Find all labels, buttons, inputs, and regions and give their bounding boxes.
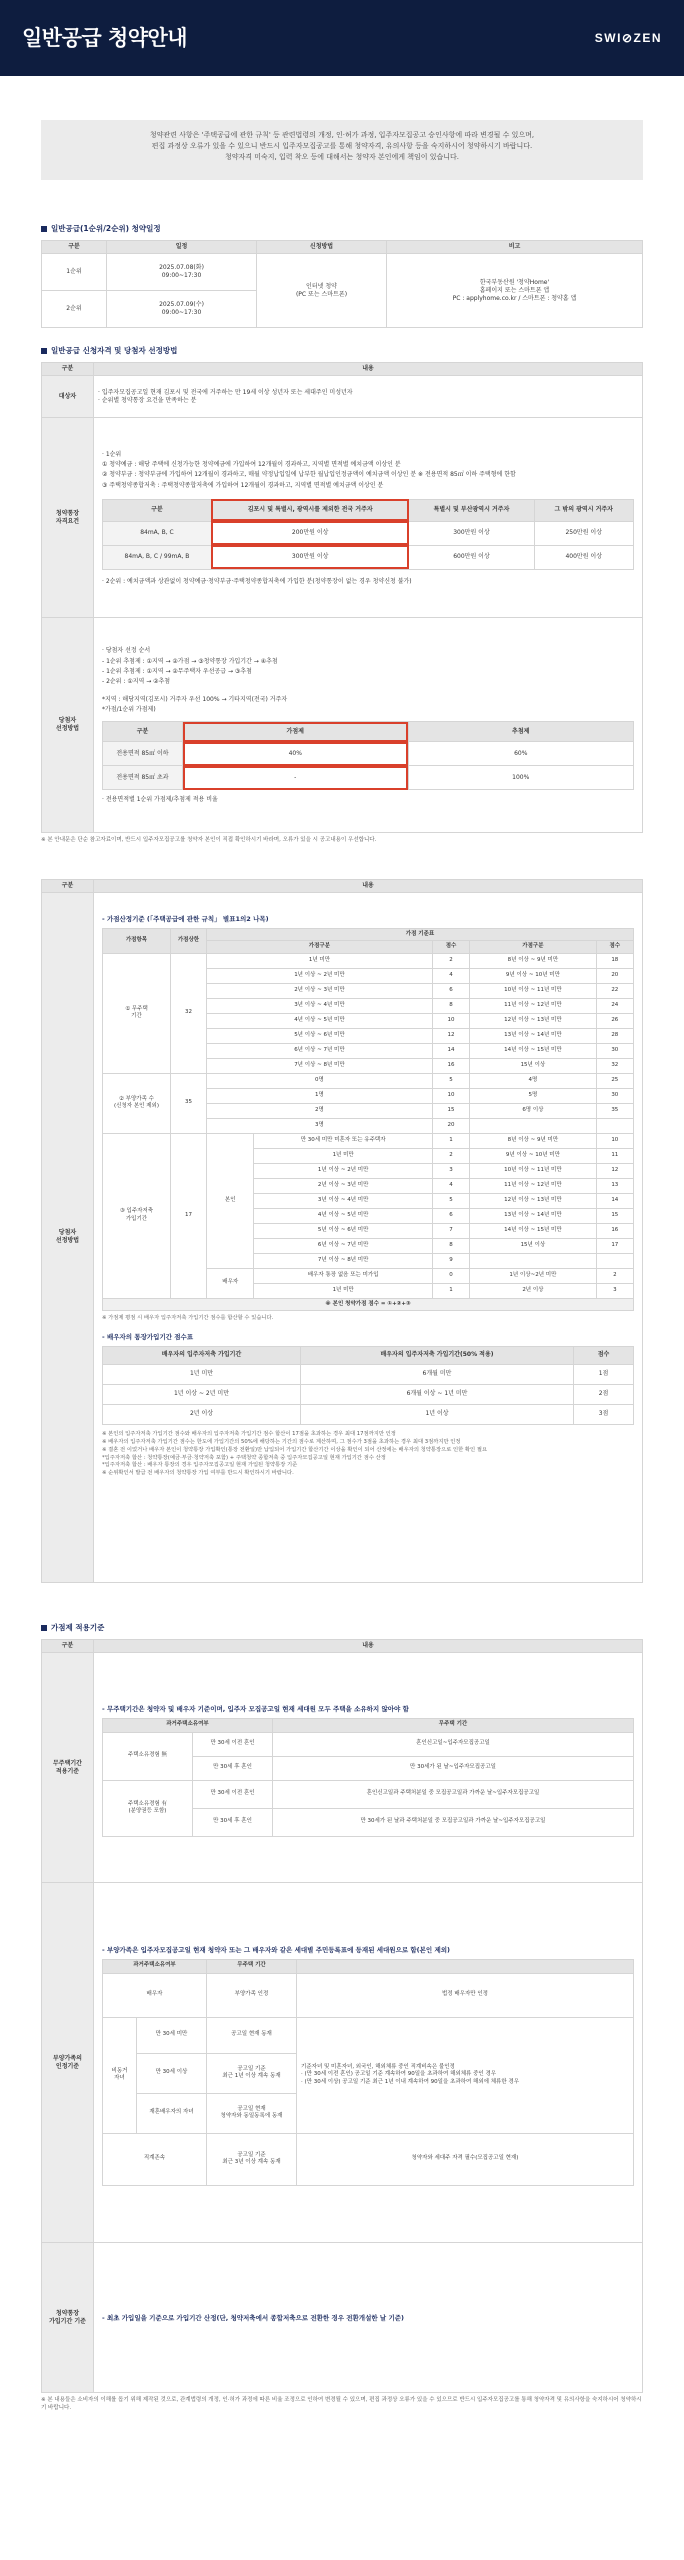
score-cell (596, 1253, 633, 1268)
score-cell: 2명 (207, 1103, 433, 1118)
notice-box: 청약관련 사항은 '주택공급에 관한 규칙' 등 관련법령의 개정, 인·허가 과정, 입주자모집공고 승인사항에 따라 변경될 수 있으며, 편집 과정상 오류가 있을 수 있으니 반드시 입주자모집공고를 통해 청약자격, 유의사항 등을 숙지하시어 청약하시기 바랍니다. 청약자격 미숙지, 입력 착오 등에 대해서는 청약자 본인에게 책임이 있습니다. (41, 120, 643, 180)
score-cell: 24 (596, 998, 633, 1013)
score-cell: 9 (432, 1253, 469, 1268)
score-section (41, 879, 643, 1583)
score-cell: 3년 이상 ~ 4년 미만 (207, 998, 433, 1013)
dependent-table: 과거주택소유여부 무주택 기간 배우자 부양가족 인정 법정 배우자만 인정 비동거 자녀 만 30세 미만 공고일 현재 동재 기준자녀 및 미혼자녀, 외국인, 해외체류 중인 직계비속은 불인정 · (만 30세 이전 혼인) 공고일 기준 계속하여 90일을 초과하여 해외체류 중인 경우 · (만 30세 이상) 공고일 기준 최근 1년 이내 계속하여 90일을 초과하여 해외에 체류한 경우 만 30세 이상 공고일 기준 최근 1년 이상 계속 동재 재혼배우자의 자녀 공고일 현재 청약자와 동일동록에 동재 직계존속 공고일 기준 최근 3년 이상 계속 동재 청약자와 세대주 자격 필수(모집공고일 현재) (102, 1959, 634, 2186)
score-cell: 4년 이상 ~ 5년 미만 (254, 1208, 432, 1223)
score-cell: 2년 이상 (470, 1283, 596, 1298)
apply-method: 인터넷 청약 (PC 또는 스마트폰) (257, 254, 387, 328)
spouse-title: - 배우자의 통장가입기간 점수표 (102, 1332, 194, 1341)
deposit-after: · 2순위 : 예치금액과 상관없이 청약예금·청약부금·주택청약종합저축에 가입한 분(청약통장이 없는 경우 청약신청 불가) (102, 577, 412, 585)
qual-title: 일반공급 신청자격 및 당첨자 선정방법 (41, 346, 643, 356)
schedule-date: 2025.07.08(화) 09:00~17:30 (107, 254, 257, 291)
score-cell: 5년 이상 ~ 6년 미만 (207, 1028, 433, 1043)
score-cell: 13년 이상 ~ 14년 미만 (470, 1028, 596, 1043)
score-cell: 14 (432, 1043, 469, 1058)
score-cell: 16 (432, 1058, 469, 1073)
score-cell: 6년 이상 ~ 7년 미만 (207, 1043, 433, 1058)
score-cell: 6년 이상 ~ 7년 미만 (254, 1238, 432, 1253)
crit-section (41, 1623, 643, 2393)
score-cell: 25 (596, 1073, 633, 1088)
score-cell: 만 30세 미만 미혼자 또는 유주택자 (254, 1133, 432, 1148)
score-cell: 26 (596, 1013, 633, 1028)
score-cell (470, 1253, 596, 1268)
score-cell: 13년 이상 ~ 14년 미만 (470, 1208, 596, 1223)
schedule-section (41, 224, 643, 833)
score-cell: 11년 이상 ~ 12년 미만 (470, 1178, 596, 1193)
score-cell: 20 (596, 968, 633, 983)
score-cell: 10년 이상 ~ 11년 미만 (470, 983, 596, 998)
score-cell: 8년 이상 ~ 9년 미만 (470, 1133, 596, 1148)
score-outer-table: 구분 내용 당첨자 선정방법 - 가점산정기준 (「주택공급에 관한 규칙」 별표1의2 나목) 가점항목 가점상한 가점 기준표 가점구분 점수 가점구분 점수 ① 무주택 기간 32 1년 미만 2 8년 이상 ~ 9년 미만 18 1년 이상 ~ 2년 미만 4 9년 이상 ~ 10년 미만 20 2년 이상 ~ 3년 미만 6 10년 이상 ~ 11년 미만 22 3년 이상 ~ 4년 미만 8 11년 이상 ~ 12년 미만 24 4년 이상 ~ 5년 미만 10 12년 이상 ~ 13년 미만 26 5년 이상 ~ 6년 미만 12 13년 이상 ~ 14년 미만 28 6년 이상 ~ 7년 미만 14 14년 이상 ~ 15년 미만 30 7년 이상 ~ 8년 미만 16 15년 이상 32 ② 부양가족 수 (신청자 본인 제외) 35 0명 5 4명 25 1명 10 5명 30 2명 15 6명 이상 35 3명 20 ③ 입주자저축 가입기간 17 본인 만 30세 미만 미혼자 또는 유주택자 1 8년 이상 ~ 9년 미만 10 1년 미만 2 9년 이상 ~ 10년 미만 11 1년 이상 ~ 2년 미만 3 10년 이상 ~ 11년 미만 12 2년 이상 ~ 3년 미만 4 11년 이상 ~ 12년 미만 13 3년 이상 ~ 4년 미만 5 12년 이상 ~ 13년 미만 14 4년 이상 ~ 5년 미만 6 13년 이상 ~ 14년 미만 15 5년 이상 ~ 6년 미만 7 14년 이상 ~ 15년 미만 16 6년 이상 ~ 7년 미만 8 15년 이상 17 7년 이상 ~ 8년 미만 9 배우자 배우자 통장 없음 또는 미가입 0 1년 이상~2년 미만 2 1년 미만 1 2년 이상 3 ※ 본인 청약가점 점수 = ①+②+③ ※ 가점제 평점 시 배우자 입주자저축 가입기간 점수를 합산할 수 있습니다. - 배우자의 통장가입기간 점수표 배우자의 입주자저축 가입기간 배우자의 입주자저축 가입기간(50% 적용) 점수 1년 미만 6개월 미만 1점 1년 이상 ~ 2년 미만 6개월 이상 ~ 1년 미만 2점 2년 이상 1년 이상 3점 ※ 본인의 입주자저축 가입기간 점수와 배우자의 입주자저축 가입기간 점수 합산이 17점을 초과하는 경우 최대 17점까지만 인정 ※ 배우자의 입주자저축 가입기간 점수는 한도에 가입기간의 50%에 해당하는 기간의 점수로 계산하며, 그 점수가 3점을 초과하는 경우 최대 3점까지만 인정 ※ 결혼 전 이었거나 배우자 본인이 청약통장 가입확인(통장 전환일)만 납입되어 가입기간 합산기간 이상을 확인이 되어 산정에는 배우자의 청약통장으로 인한 확인 필요 *입주자저축 합산 : 청약통장(예금·부금·청약저축 포함) + 주택청약 종합저축 중 입주자모집공고일 현재 가입기간 점수 산정 *입주자저축 합산 : 배우자 통장의 경우 입주자모집공고일 현재 가입된 청약통장 기준 ※ 순위확인서 발급 전 배우자의 청약통장 가입 여부를 반드시 확인하시기 바랍니다. (41, 879, 643, 1583)
score-cell: 17 (596, 1238, 633, 1253)
score-cell: 10 (432, 1088, 469, 1103)
score-cell: 30 (596, 1088, 633, 1103)
score-cell: 8년 이상 ~ 9년 미만 (470, 953, 596, 968)
score-cell: 3년 이상 ~ 4년 미만 (254, 1193, 432, 1208)
schedule-title: 일반공급(1순위/2순위) 청약일정 (41, 224, 643, 234)
score-cell: 8 (432, 1238, 469, 1253)
score-cell: 32 (171, 953, 207, 1073)
table-row (103, 1073, 634, 1088)
score-cell: 9년 이상 ~ 10년 미만 (470, 1148, 596, 1163)
score-cell: 4 (432, 1178, 469, 1193)
score-cell: 3 (596, 1283, 633, 1298)
score-cell: 20 (432, 1118, 469, 1133)
col-header: 일정 (107, 241, 257, 254)
crit-title: 가점제 적용기준 (41, 1623, 643, 1633)
page-title: 일반공급 청약안내 (22, 25, 188, 50)
score-cell: 1 (432, 1133, 469, 1148)
score-cell: 18 (596, 953, 633, 968)
score-cell (596, 1118, 633, 1133)
score-cell: 14년 이상 ~ 15년 미만 (470, 1043, 596, 1058)
crit-c-label: 청약통장 가입기간 기준 (42, 2243, 94, 2393)
crit-a-content: - 무주택기간은 청약자 및 배우자 기준이며, 입주자 모집공고일 현재 세대원 모두 주택을 소유하지 않아야 함 과거주택소유여부 무주택 기간 주택소유경험 無 만 30세 이전 혼인 혼인신고일~입주자모집공고일 만 30세 후 혼인 만 30세가 된 날~입주자모집공고일 주택소유경험 有 (분양권등 포함) 만 30세 이전 혼인 혼인신고일과 주택처분일 중 모집공고일과 가까운 날~입주자모집공고일 만 30세 후 혼인 만 30세가 된 날과 주택처분일 중 모집공고일과 가까운 날~입주자모집공고일 (94, 1653, 643, 1883)
score-cell: 5 (432, 1193, 469, 1208)
score-cell: 6 (432, 1208, 469, 1223)
score-cell: 12년 이상 ~ 13년 미만 (470, 1013, 596, 1028)
score-cell: 6 (432, 983, 469, 998)
col-header: 신청방법 (257, 241, 387, 254)
crit-b-label: 부양가족의 인정기준 (42, 1883, 94, 2243)
crit-b-content: - 부양가족은 입주자모집공고일 현재 청약자 또는 그 배우자와 같은 세대별 주민등록표에 등재된 세대원으로 함(본인 제외) 과거주택소유여부 무주택 기간 배우자 부양가족 인정 법정 배우자만 인정 비동거 자녀 만 30세 미만 공고일 현재 동재 기준자녀 및 미혼자녀, 외국인, 해외체류 중인 직계비속은 불인정 · (만 30세 이전 혼인) 공고일 기준 계속하여 90일을 초과하여 해외체류 중인 경우 · (만 30세 이상) 공고일 기준 최근 1년 이내 계속하여 90일을 초과하여 해외에 체류한 경우 만 30세 이상 공고일 기준 최근 1년 이상 계속 동재 재혼배우자의 자녀 공고일 현재 청약자와 동일동록에 동재 직계존속 공고일 기준 최근 3년 이상 계속 동재 청약자와 세대주 자격 필수(모집공고일 현재) (94, 1883, 643, 2243)
score-cell: 7년 이상 ~ 8년 미만 (254, 1253, 432, 1268)
deposit-table: 구분 김포시 및 특별시, 광역시를 제외한 전국 거주자 특별시 및 부산광역시 거주자 그 밖의 광역시 거주자 84mA, B, C 200만원 이상 300만원 이상 250만원 이상 84mA, B, C / 99mA, B 300만원 이상 600만원 이상 400만원 이상 (102, 499, 634, 570)
score-content (94, 892, 643, 1582)
score-cell: 28 (596, 1028, 633, 1043)
deposit-content: · 1순위 ① 청약예금 : 해당 주택에 신청가능한 청약예금에 가입하여 12개월이 경과하고, 지역별 면적별 예치금액 이상인 분 ② 청약부금 : 청약부금에 가입하여 12개월이 경과하고, 매월 약정납입일에 납부한 월납입인정금액이 예치금액 이상인 분 ※ 전용면적 85㎡ 이하 주택형에 한함 ③ 주택청약종합저축 : 주택청약종합저축에 가입하여 12개월이 경과하고, 지역별 면적별 예치금액 이상인 분 구분 김포시 및 특별시, 광역시를 제외한 전국 거주자 특별시 및 부산광역시 거주자 그 밖의 광역시 거주자 84mA, B, C 200만원 이상 300만원 이상 250만원 이상 84mA, B, C / 99mA, B 300만원 이상 600만원 이상 400만원 이상 · 2순위 : 예치금액과 상관없이 청약예금·청약부금·주택청약종합저축에 가입한 분(청약통장이 없는 경우 청약신청 불가) (94, 418, 643, 618)
score-cell: 5명 (470, 1088, 596, 1103)
score-cell: 35 (596, 1103, 633, 1118)
score-cell: 5년 이상 ~ 6년 미만 (254, 1223, 432, 1238)
table-row (103, 1133, 634, 1148)
target-label: 대상자 (42, 376, 94, 418)
score-total-note: ※ 가점제 평점 시 배우자 입주자저축 가입기간 점수를 합산할 수 있습니다. (102, 1314, 274, 1321)
score-cell: 10 (596, 1133, 633, 1148)
schedule-note: 한국부동산원 '청약Home' 홈페이지 또는 스마트폰 앱 PC : applyhome.co.kr / 스마트폰 : 청약홈 앱 (387, 254, 643, 328)
score-cell: 0 (432, 1268, 469, 1283)
score-cell: 12 (432, 1028, 469, 1043)
score-cell: 10년 이상 ~ 11년 미만 (470, 1163, 596, 1178)
score-cell: 4 (432, 968, 469, 983)
score-cell: 14년 이상 ~ 15년 미만 (470, 1223, 596, 1238)
table-row (103, 953, 634, 968)
score-cell: ③ 입주자저축 가입기간 (103, 1133, 171, 1298)
col-header: 구분 (42, 363, 94, 376)
score-cell: 1년 이상 ~ 2년 미만 (207, 968, 433, 983)
score-cell: 22 (596, 983, 633, 998)
score-cell: 8 (432, 998, 469, 1013)
row-label: 2순위 (42, 291, 107, 328)
score-cell: 배우자 (207, 1268, 254, 1298)
bottom-note: ※ 본 내용들은 소비자의 이해를 돕기 위해 제작된 것으로, 관계법령의 개정, 인·허가 과정에 따른 비율 조정으로 인하여 변경될 수 있으며, 편집 과정상 오류가 있을 수 있으므로 반드시 입주자모집공고를 통해 청약자격 및 유의사항을 숙지하시어 청약하시기 바랍니다. (41, 2397, 642, 2411)
select-content: · 당첨자 선정 순서 - 1순위 추첨제 : ①지역 → ②가점 → ③청약통장 가입기간 → ④추첨 - 1순위 추첨제 : ①지역 → ②무주택자 우선공급 → ③추첨 - 2순위 : ①지역 → ②추첨 *지역 : 해당지역(김포시) 거주자 우선 100% → 기타지역(전국) 거주자 *가점/1순위 가점제) 구분 가점제 추첨제 전용면적 85㎡ 이하 40% 60% 전용면적 85㎡ 초과 - 100% · 전용면적별 1순위 가점제/추첨제 적용 비율 (94, 618, 643, 833)
crit-a-label: 무주택기간 적용기준 (42, 1653, 94, 1883)
score-cell: ① 무주택 기간 (103, 953, 171, 1073)
brand-logo: SWI⊘ZEN (594, 30, 662, 45)
ratio-table: 구분 가점제 추첨제 전용면적 85㎡ 이하 40% 60% 전용면적 85㎡ 초과 - 100% (102, 721, 634, 790)
score-cell: 15 (596, 1208, 633, 1223)
score-label: 당첨자 선정방법 (42, 892, 94, 1582)
score-cell: 1년 미만 (254, 1283, 432, 1298)
schedule-date: 2025.07.09(수) 09:00~17:30 (107, 291, 257, 328)
score-cell: 9년 이상 ~ 10년 미만 (470, 968, 596, 983)
score-cell: 11 (596, 1148, 633, 1163)
score-cell: 2년 이상 ~ 3년 미만 (254, 1178, 432, 1193)
score-cell: 1명 (207, 1088, 433, 1103)
score-cell: 3명 (207, 1118, 433, 1133)
score-cell: 1년 이상 ~ 2년 미만 (254, 1163, 432, 1178)
select-after: · 전용면적별 1순위 가점제/추첨제 적용 비율 (102, 796, 218, 804)
score-cell: 17 (171, 1133, 207, 1298)
col-header: 비고 (387, 241, 643, 254)
col-header: 구분 (42, 241, 107, 254)
score-notes: ※ 본인의 입주자저축 가입기간 점수와 배우자의 입주자저축 가입기간 점수 합산이 17점을 초과하는 경우 최대 17점까지만 인정 ※ 배우자의 입주자저축 가입기간 점수는 한도에 가입기간의 50%에 해당하는 기간의 점수로 계산하며, 그 점수가 3점을 초과하는 경우 최대 3점까지만 인정 ※ 결혼 전 이었거나 배우자 본인이 청약통장 가입확인(통장 전환일)만 납입되어 가입기간 합산기간 이상을 확인이 되어 산정에는 배우자의 청약통장으로 인한 확인 필요 *입주자저축 합산 : 청약통장(예금·부금·청약저축 포함) + 주택청약 종합저축 중 입주자모집공고일 현재 가입기간 점수 산정 *입주자저축 합산 : 배우자 통장의 경우 입주자모집공고일 현재 가입된 청약통장 기준 ※ 순위확인서 발급 전 배우자의 청약통장 가입 여부를 반드시 확인하시기 바랍니다. (102, 1430, 488, 1477)
score-cell: 0명 (207, 1073, 433, 1088)
score-cell: 11년 이상 ~ 12년 미만 (470, 998, 596, 1013)
score-cell: 15 (432, 1103, 469, 1118)
qual-table (41, 362, 643, 833)
score-cell: 12 (596, 1163, 633, 1178)
crit-table: 구분 내용 무주택기간 적용기준 - 무주택기간은 청약자 및 배우자 기준이며, 입주자 모집공고일 현재 세대원 모두 주택을 소유하지 않아야 함 과거주택소유여부 무주택 기간 주택소유경험 無 만 30세 이전 혼인 혼인신고일~입주자모집공고일 만 30세 후 혼인 만 30세가 된 날~입주자모집공고일 주택소유경험 有 (분양권등 포함) 만 30세 이전 혼인 혼인신고일과 주택처분일 중 모집공고일과 가까운 날~입주자모집공고일 만 30세 후 혼인 만 30세가 된 날과 주택처분일 중 모집공고일과 가까운 날~입주자모집공고일 부양가족의 인정기준 - 부양가족은 입주자모집공고일 현재 청약자 또는 그 배우자와 같은 세대별 주민등록표에 등재된 세대원으로 함(본인 제외) 과거주택소유여부 무주택 기간 배우자 부양가족 인정 법정 배우자만 인정 비동거 자녀 만 30세 미만 공고일 현재 동재 기준자녀 및 미혼자녀, 외국인, 해외체류 중인 직계비속은 불인정 · (만 30세 이전 혼인) 공고일 기준 계속하여 90일을 초과하여 해외체류 중인 경우 · (만 30세 이상) 공고일 기준 최근 1년 이내 계속하여 90일을 초과하여 해외에 체류한 경우 만 30세 이상 공고일 기준 최근 1년 이상 계속 동재 재혼배우자의 자녀 공고일 현재 청약자와 동일동록에 동재 직계존속 공고일 기준 최근 3년 이상 계속 동재 청약자와 세대주 자격 필수(모집공고일 현재) 청약통장 가입기간 기준 - 최초 가입일을 기준으로 가입기간 산정(단, 청약저축에서 종합저축으로 전환한 경우 전환개설한 날 기준) (41, 1639, 643, 2393)
row-label: 1순위 (42, 254, 107, 291)
score-cell: 7년 이상 ~ 8년 미만 (207, 1058, 433, 1073)
score-cell (470, 1118, 596, 1133)
score-cell: 10 (432, 1013, 469, 1028)
score-cell: ② 부양가족 수 (신청자 본인 제외) (103, 1073, 171, 1133)
score-cell: 7 (432, 1223, 469, 1238)
score-cell: 16 (596, 1223, 633, 1238)
qual-footnote: ※ 본 안내문은 단순 참고자료이며, 반드시 입주자모집공고를 청약자 본인이 직접 확인하시기 바라며, 오류가 있을 시 공고내용이 우선합니다. (41, 837, 377, 844)
page-header (0, 0, 684, 76)
homeless-table: 과거주택소유여부 무주택 기간 주택소유경험 無 만 30세 이전 혼인 혼인신고일~입주자모집공고일 만 30세 후 혼인 만 30세가 된 날~입주자모집공고일 주택소유경험 有 (분양권등 포함) 만 30세 이전 혼인 혼인신고일과 주택처분일 중 모집공고일과 가까운 날~입주자모집공고일 만 30세 후 혼인 만 30세가 된 날과 주택처분일 중 모집공고일과 가까운 날~입주자모집공고일 (102, 1718, 634, 1837)
spouse-table: 배우자의 입주자저축 가입기간 배우자의 입주자저축 가입기간(50% 적용) 점수 1년 미만 6개월 미만 1점 1년 이상 ~ 2년 미만 6개월 이상 ~ 1년 미만 2점 2년 이상 1년 이상 3점 (102, 1346, 634, 1425)
score-cell: 1년 이상~2년 미만 (470, 1268, 596, 1283)
score-cell: 2 (432, 953, 469, 968)
score-cell: 3 (432, 1163, 469, 1178)
score-cell: 본인 (207, 1133, 254, 1268)
score-cell: 6명 이상 (470, 1103, 596, 1118)
deposit-label: 청약통장 자격요건 (42, 418, 94, 618)
score-cell: 4명 (470, 1073, 596, 1088)
select-label: 당첨자 선정방법 (42, 618, 94, 833)
score-cell: 2년 이상 ~ 3년 미만 (207, 983, 433, 998)
score-cell: 15년 이상 (470, 1238, 596, 1253)
score-cell: 12년 이상 ~ 13년 미만 (470, 1193, 596, 1208)
score-cell: 32 (596, 1058, 633, 1073)
score-cell: 2 (596, 1268, 633, 1283)
score-cell: 30 (596, 1043, 633, 1058)
score-cell: 1 (432, 1283, 469, 1298)
score-table: 가점항목 가점상한 가점 기준표 가점구분 점수 가점구분 점수 ① 무주택 기간 32 1년 미만 2 8년 이상 ~ 9년 미만 18 1년 이상 ~ 2년 미만 4 9년 이상 ~ 10년 미만 20 2년 이상 ~ 3년 미만 6 10년 이상 ~ 11년 미만 22 3년 이상 ~ 4년 미만 8 11년 이상 ~ 12년 미만 24 4년 이상 ~ 5년 미만 10 12년 이상 ~ 13년 미만 26 5년 이상 ~ 6년 미만 12 13년 이상 ~ 14년 미만 28 6년 이상 ~ 7년 미만 14 14년 이상 ~ 15년 미만 30 7년 이상 ~ 8년 미만 16 15년 이상 32 ② 부양가족 수 (신청자 본인 제외) 35 0명 5 4명 25 1명 10 5명 30 2명 15 6명 이상 35 3명 20 ③ 입주자저축 가입기간 17 본인 만 30세 미만 미혼자 또는 유주택자 1 8년 이상 ~ 9년 미만 10 1년 미만 2 9년 이상 ~ 10년 미만 11 1년 이상 ~ 2년 미만 3 10년 이상 ~ 11년 미만 12 2년 이상 ~ 3년 미만 4 11년 이상 ~ 12년 미만 13 3년 이상 ~ 4년 미만 5 12년 이상 ~ 13년 미만 14 4년 이상 ~ 5년 미만 6 13년 이상 ~ 14년 미만 15 5년 이상 ~ 6년 미만 7 14년 이상 ~ 15년 미만 16 6년 이상 ~ 7년 미만 8 15년 이상 17 7년 이상 ~ 8년 미만 9 배우자 배우자 통장 없음 또는 미가입 0 1년 이상~2년 미만 2 1년 미만 1 2년 이상 3 ※ 본인 청약가점 점수 = ①+②+③ (102, 928, 634, 1311)
score-cell: 5 (432, 1073, 469, 1088)
schedule-table (41, 240, 643, 328)
score-total: ※ 본인 청약가점 점수 = ①+②+③ (103, 1298, 634, 1310)
target-content: · 입주자모집공고일 현재 김포시 및 전국에 거주하는 만 19세 이상 성년자 또는 세대주인 미성년자 · 순위별 청약통장 요건을 만족하는 분 (94, 376, 643, 418)
crit-c-content: - 최초 가입일을 기준으로 가입기간 산정(단, 청약저축에서 종합저축으로 전환한 경우 전환개설한 날 기준) (94, 2243, 643, 2393)
score-cell: 1년 미만 (254, 1148, 432, 1163)
score-cell: 배우자 통장 없음 또는 미가입 (254, 1268, 432, 1283)
score-cell: 1년 미만 (207, 953, 433, 968)
score-cell: 15년 이상 (470, 1058, 596, 1073)
score-title: - 가점산정기준 (「주택공급에 관한 규칙」 별표1의2 나목) (102, 914, 269, 923)
score-cell: 13 (596, 1178, 633, 1193)
score-cell: 2 (432, 1148, 469, 1163)
score-cell: 14 (596, 1193, 633, 1208)
col-header: 내용 (94, 363, 643, 376)
score-cell: 35 (171, 1073, 207, 1133)
score-cell: 4년 이상 ~ 5년 미만 (207, 1013, 433, 1028)
